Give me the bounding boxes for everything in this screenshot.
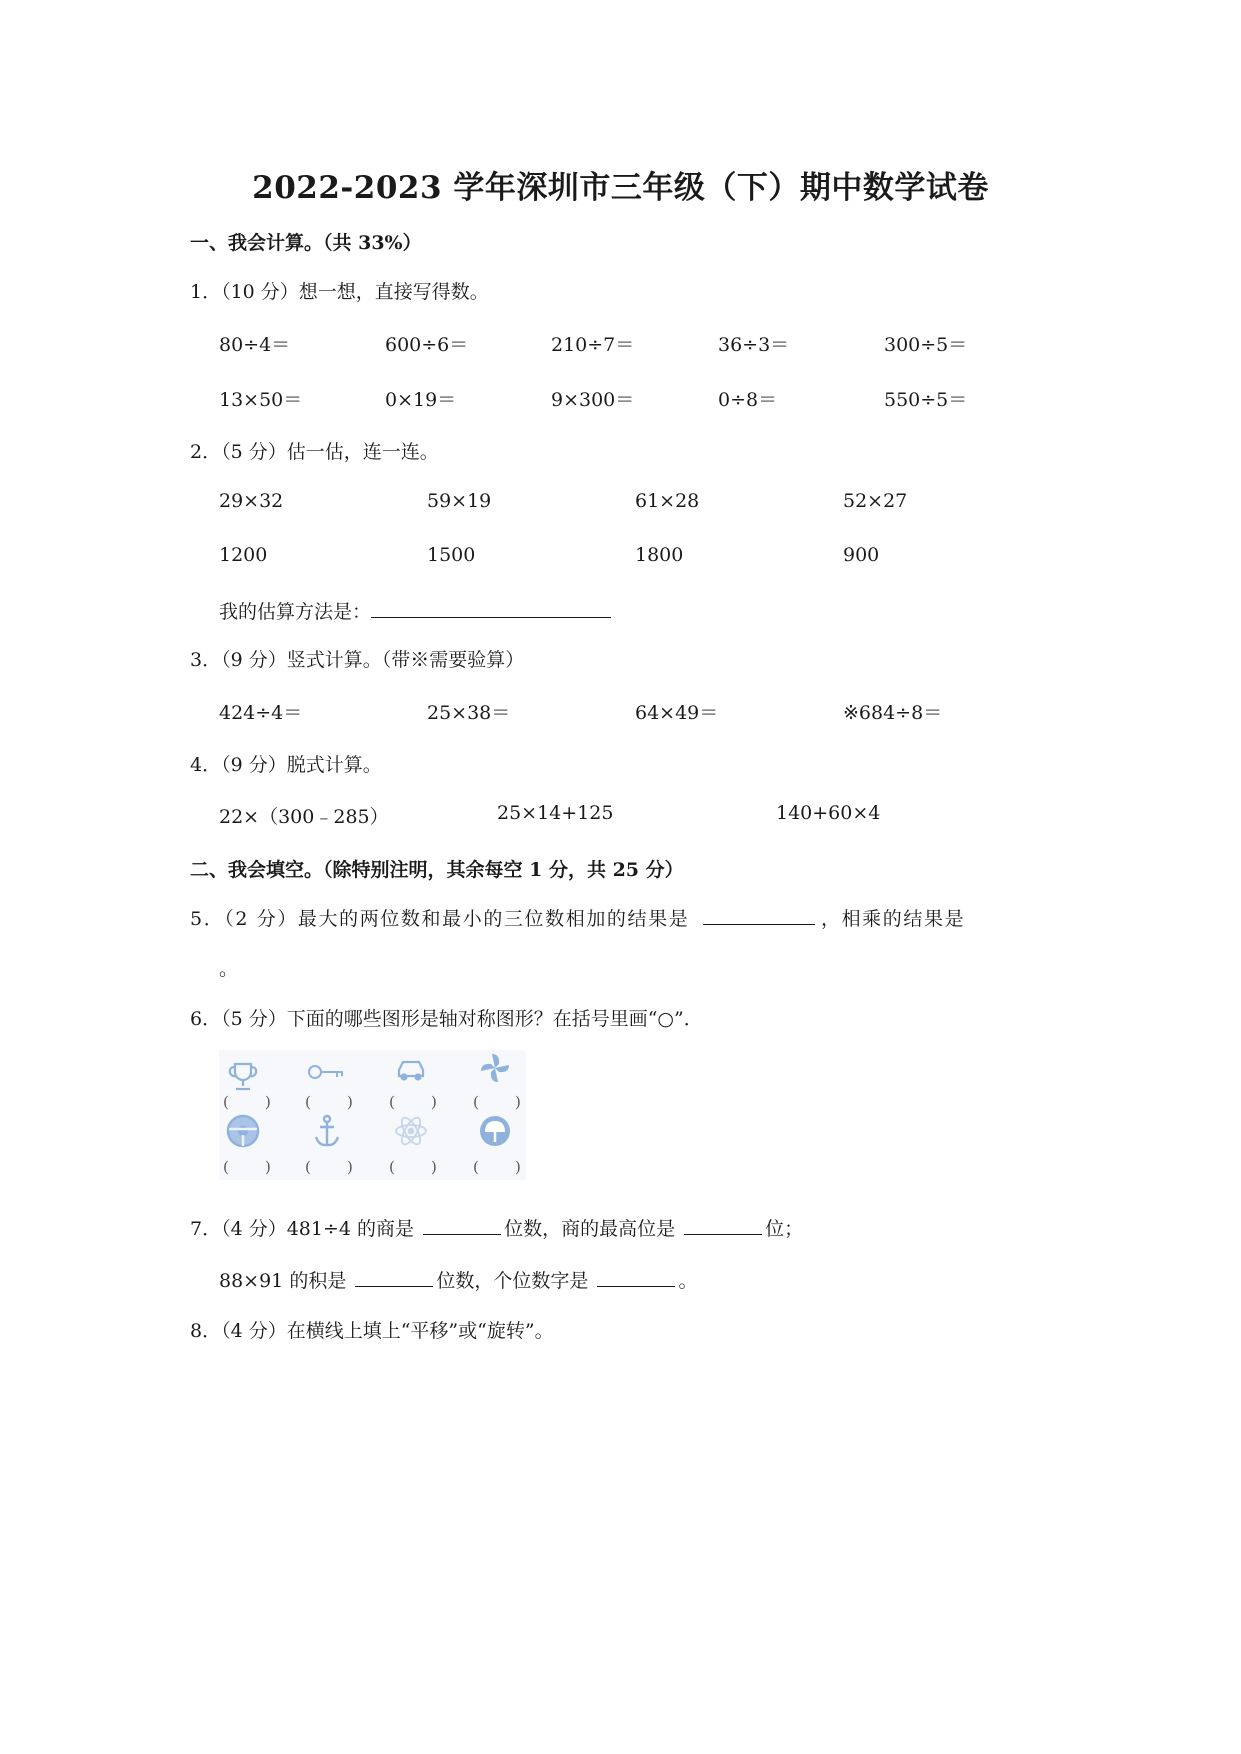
answer-paren[interactable]: ): [347, 1158, 353, 1176]
q1-item: 0×19＝: [385, 389, 457, 411]
question-8-label: 8．（4 分）在横线上填上“平移”或“旋转”。: [190, 1320, 554, 1342]
question-2-label: 2．（5 分）估一估，连一连。: [190, 441, 439, 463]
answer-paren[interactable]: ): [265, 1093, 271, 1111]
q2-product: 52×27: [843, 490, 908, 512]
answer-paren[interactable]: (: [223, 1158, 229, 1176]
answer-paren[interactable]: (: [473, 1158, 479, 1176]
answer-paren[interactable]: (: [305, 1158, 311, 1176]
q5-text-1: 5．（2 分）最大的两位数和最小的三位数相加的结果是: [190, 908, 690, 930]
q5-text-2: ，相乘的结果是: [820, 908, 966, 930]
symmetry-figures: [219, 1050, 526, 1180]
q1-item: 210÷7＝: [551, 334, 635, 356]
pinwheel-icon: [481, 1054, 509, 1082]
answer-blank[interactable]: [371, 599, 611, 618]
answer-paren[interactable]: (: [305, 1093, 311, 1111]
section-2-heading: 二、我会填空。（除特别注明，其余每空 1 分，共 25 分）: [190, 859, 684, 881]
q1-item: 0÷8＝: [718, 389, 778, 411]
q2-product: 29×32: [219, 490, 284, 512]
steering-wheel-icon: [228, 1116, 258, 1146]
question-3-label: 3．（9 分）竖式计算。（带※需要验算）: [190, 649, 525, 671]
q7-text-3: 位；: [765, 1218, 804, 1240]
q3-item: 424÷4＝: [219, 702, 303, 724]
answer-paren[interactable]: ): [431, 1158, 437, 1176]
q1-item: 13×50＝: [219, 389, 303, 411]
q7-text-2: 位数，商的最高位是: [504, 1218, 676, 1240]
q1-item: 80÷4＝: [219, 334, 291, 356]
atom-icon: [396, 1115, 426, 1147]
trophy-icon: [230, 1064, 256, 1089]
q2-result: 1200: [219, 544, 268, 566]
question-1-label: 1．（10 分）想一想，直接写得数。: [190, 281, 489, 303]
q3-item: 64×49＝: [635, 702, 719, 724]
paren-row-1: [223, 1093, 521, 1111]
q3-item: ※684÷8＝: [843, 702, 943, 724]
question-5-line: [190, 904, 965, 931]
q1-item: 36÷3＝: [718, 334, 790, 356]
symmetry-figures-panel: [219, 1050, 526, 1180]
q7-text-5: 位数，个位数字是: [436, 1270, 589, 1292]
question-4-label: 4．（9 分）脱式计算。: [190, 754, 382, 776]
answer-blank[interactable]: [355, 1268, 433, 1287]
page-title: 2022-2023 学年深圳市三年级（下）期中数学试卷: [252, 170, 989, 206]
q5-text-3: 。: [219, 958, 239, 980]
q1-item: 9×300＝: [551, 389, 635, 411]
q7-text-6: 。: [678, 1270, 698, 1292]
answer-paren[interactable]: ): [265, 1158, 271, 1176]
anchor-icon: [316, 1116, 338, 1145]
section-1-heading: 一、我会计算。（共 33%）: [190, 232, 422, 254]
answer-paren[interactable]: ): [515, 1093, 521, 1111]
q4-item: 22×（300﹣285）: [219, 806, 389, 828]
paren-row-2: [223, 1158, 521, 1176]
q2-product: 59×19: [427, 490, 492, 512]
car-icon: [399, 1062, 423, 1080]
answer-blank[interactable]: [423, 1216, 501, 1235]
q2-method-label: 我的估算方法是：: [219, 601, 372, 623]
answer-paren[interactable]: (: [473, 1093, 479, 1111]
answer-paren[interactable]: ): [347, 1093, 353, 1111]
q7-text-1: 7．（4 分）481÷4 的商是: [190, 1218, 415, 1240]
answer-paren[interactable]: (: [389, 1093, 395, 1111]
q2-result: 1500: [427, 544, 476, 566]
answer-blank[interactable]: [597, 1268, 675, 1287]
question-7-line-2: [219, 1266, 697, 1293]
answer-paren[interactable]: ): [431, 1093, 437, 1111]
umbrella-icon: [480, 1116, 510, 1146]
q2-result: 1800: [635, 544, 684, 566]
q2-product: 61×28: [635, 490, 700, 512]
question-6-label: 6．（5 分）下面的哪些图形是轴对称图形？在括号里画“○”．: [190, 1008, 703, 1030]
answer-paren[interactable]: (: [389, 1158, 395, 1176]
q1-item: 550÷5＝: [884, 389, 968, 411]
answer-paren[interactable]: ): [515, 1158, 521, 1176]
question-7-line-1: [190, 1214, 803, 1241]
q1-item: 600÷6＝: [385, 334, 469, 356]
key-icon: [309, 1066, 343, 1078]
q2-method-line: [219, 597, 611, 624]
q2-result: 900: [843, 544, 880, 566]
answer-blank[interactable]: [703, 906, 815, 925]
q4-item: 140+60×4: [776, 802, 881, 824]
q3-item: 25×38＝: [427, 702, 511, 724]
q7-text-4: 88×91 的积是: [219, 1270, 347, 1292]
q4-item: 25×14+125: [497, 802, 614, 824]
answer-blank[interactable]: [684, 1216, 762, 1235]
q1-item: 300÷5＝: [884, 334, 968, 356]
answer-paren[interactable]: (: [223, 1093, 229, 1111]
